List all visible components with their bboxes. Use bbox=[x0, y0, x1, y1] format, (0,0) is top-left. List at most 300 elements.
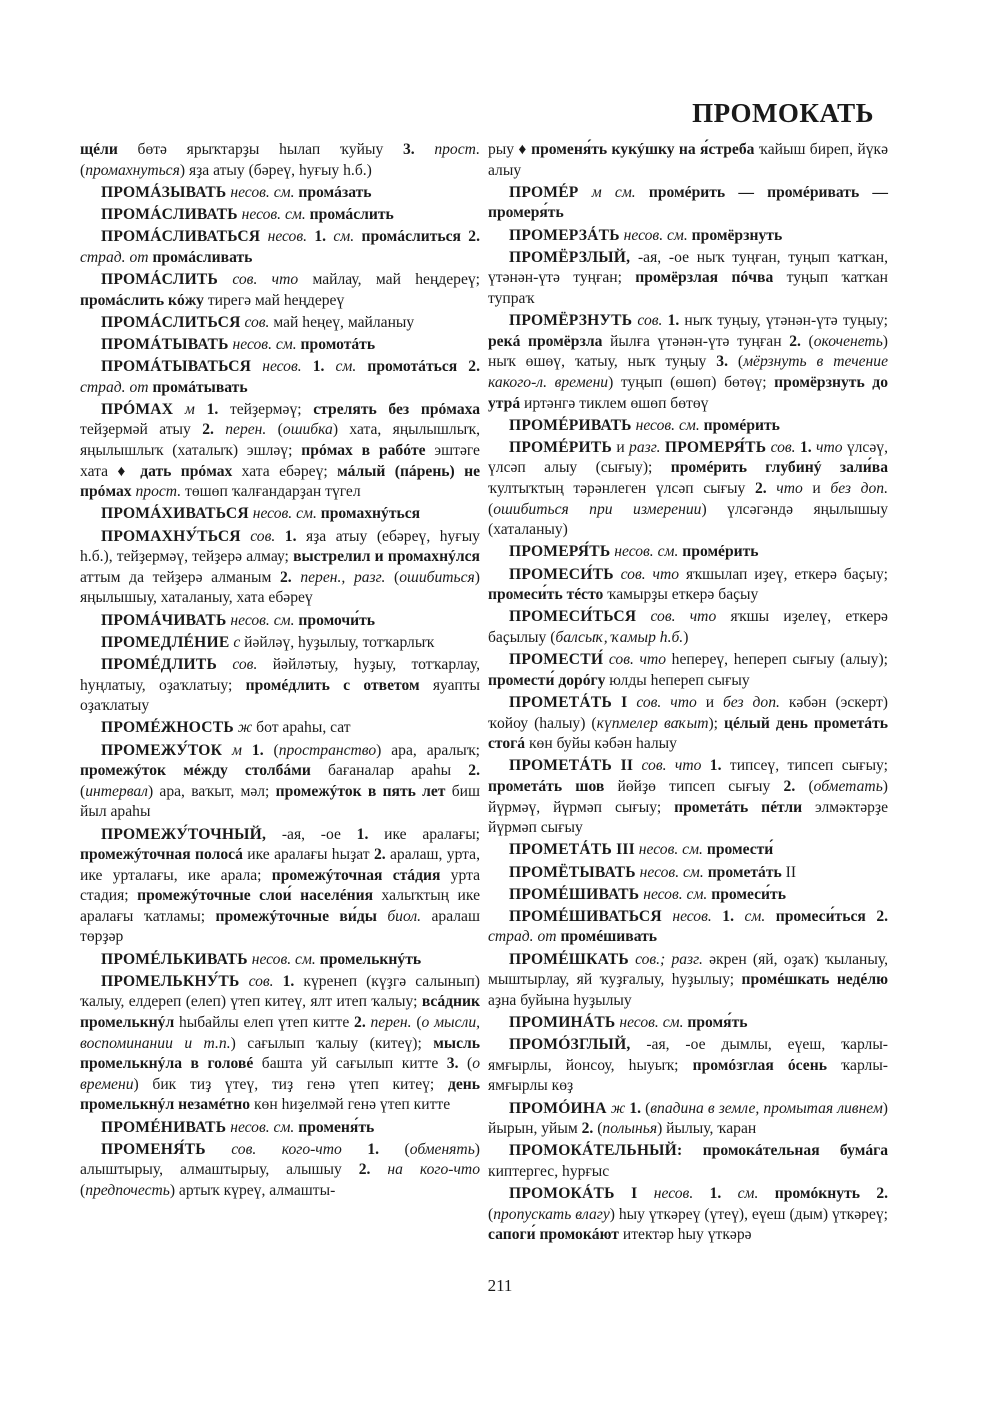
entry-text bbox=[734, 908, 745, 925]
bold-phrase: мáлый (пáрень) не прóмах bbox=[80, 462, 481, 501]
entry-text: ) йылыу, ҡаран bbox=[657, 1120, 757, 1138]
grammar-label: пространство bbox=[278, 741, 377, 759]
grammar-label: сов. кого-что bbox=[231, 1140, 342, 1158]
headword: ПРОМÁХИВАТЬСЯ bbox=[101, 505, 249, 523]
entry-text bbox=[240, 973, 249, 990]
bold-phrase: промежýток в пять лет bbox=[275, 782, 446, 800]
grammar-label: сов. что bbox=[641, 757, 702, 775]
entry-text: яҙа атыу (ебәреү, һуғыу һ.б.), тейҙермәү, тейҙерә алмау; bbox=[80, 527, 480, 566]
bold-phrase: 2. bbox=[581, 1120, 594, 1138]
entry-text: киптергес, һурғыс bbox=[488, 1162, 610, 1180]
entry-text: әкрен (яй, оҙаҡ) ҡыланыу, мыштырлау, яй ҡуҙғалыу, һуҙылыу; bbox=[488, 950, 888, 989]
grammar-label: сов. что bbox=[636, 693, 697, 711]
entry-text: ) bbox=[683, 629, 689, 646]
entry-text bbox=[765, 908, 776, 925]
entry-text: хата ебәреү; bbox=[232, 462, 338, 480]
bold-phrase: промотáть bbox=[300, 335, 376, 353]
entry-text bbox=[218, 271, 232, 288]
entry-text: яуапты оҙаҡлатыу bbox=[80, 676, 481, 715]
bold-phrase: 1. bbox=[312, 358, 325, 376]
headword: ПРОМÉШКАТЬ bbox=[509, 950, 629, 968]
bold-phrase: промелькнýть bbox=[319, 950, 422, 968]
headword: ПРОМОКÁТЬ I bbox=[509, 1185, 638, 1203]
bold-phrase: цéлый день прометáть стогá bbox=[488, 714, 888, 753]
bold-phrase: 2. bbox=[789, 332, 801, 350]
bold-phrase: рекá промёрзла bbox=[488, 332, 603, 350]
entry-text: һыбайлы елеп үтеп китте bbox=[174, 1014, 355, 1032]
entry-text: тейҙермәй атыу bbox=[80, 421, 203, 439]
entry-text bbox=[241, 528, 251, 545]
bold-phrase: 3. bbox=[716, 353, 728, 371]
entry-text bbox=[274, 973, 283, 990]
grammar-label: см. bbox=[335, 358, 357, 376]
entry-text: ҡамырҙы еткерә баҫыу bbox=[603, 586, 759, 604]
entry-text: ике аралағы һыҙат bbox=[242, 846, 374, 864]
entry-text bbox=[242, 742, 252, 759]
grammar-label: сов. что bbox=[620, 565, 680, 583]
grammar-label: сов. что bbox=[608, 651, 667, 669]
bold-phrase: промáсливать bbox=[152, 248, 253, 266]
entry-text: кәбән (эскерт) ҡойоу (һалыу) ( bbox=[488, 693, 888, 732]
bold-phrase: прометáть пéтли bbox=[674, 798, 803, 816]
grammar-label: пропускать влагу bbox=[493, 1205, 610, 1223]
headword: ПРОМЕСИ́ТЬСЯ bbox=[509, 608, 637, 626]
headword: ПРОМÁСЛИТЬСЯ bbox=[101, 313, 241, 331]
bold-phrase: 2. bbox=[754, 480, 767, 498]
entry-text: туңып ҡатҡан тупраҡ bbox=[488, 269, 888, 307]
grammar-label: перен. bbox=[225, 421, 267, 439]
headword: ПРОМЕДЛÉНИЕ bbox=[101, 633, 230, 651]
bold-phrase: промáслиться 2. bbox=[361, 228, 481, 246]
entry-text: тирегә май һеңдереү bbox=[203, 291, 345, 309]
grammar-label: сов. bbox=[250, 527, 276, 545]
dictionary-entry bbox=[488, 1035, 888, 1097]
grammar-label: предпочесть bbox=[85, 1181, 170, 1199]
dictionary-entry bbox=[488, 416, 888, 437]
dictionary-entry bbox=[80, 950, 480, 971]
entry-text bbox=[758, 1185, 774, 1202]
headword: ПРОМЕРЗÁТЬ bbox=[509, 226, 620, 244]
headword: ПРОМЕСИ́ТЬ bbox=[509, 565, 614, 583]
entry-text: аралаш, урта, ике урталағы, ике арала; bbox=[80, 846, 480, 884]
grammar-label: см. bbox=[744, 907, 766, 925]
bold-phrase: 1. bbox=[799, 438, 812, 456]
entry-text: көн буйы кәбән һалыу bbox=[525, 735, 677, 753]
entry-text: ( bbox=[80, 1181, 86, 1199]
entry-text bbox=[627, 694, 636, 711]
grammar-label: несов. bbox=[672, 907, 712, 925]
bold-phrase: 1. bbox=[367, 1140, 380, 1158]
bold-phrase: промести́ bbox=[706, 841, 774, 859]
entry-text: юлды һепереп сығыу bbox=[605, 671, 750, 689]
bold-phrase: 2. bbox=[202, 421, 214, 439]
bold-phrase: промóкнуть 2. bbox=[774, 1185, 889, 1203]
entry-text bbox=[636, 608, 650, 625]
dictionary-entry bbox=[488, 1013, 888, 1034]
dictionary-entry bbox=[80, 504, 480, 525]
entry-text: бөтә ярыҡтарҙы һылап ҡуйыу bbox=[117, 141, 403, 158]
grammar-label: несов. см. bbox=[638, 841, 703, 859]
bold-phrase: промéрить bbox=[703, 416, 780, 434]
bold-phrase: 3. bbox=[402, 141, 415, 158]
bold-phrase: промéрить — промéривать — промеря́ть bbox=[488, 183, 888, 222]
entry-text: ) үлсәгәндә яңылышыу (хаталаныу) bbox=[488, 500, 888, 539]
bold-phrase: промáслить кóжу bbox=[80, 291, 204, 309]
grammar-label: ошибка bbox=[282, 421, 333, 439]
entry-text: эштәге хата ♦ bbox=[80, 442, 480, 480]
grammar-label: несов. см. bbox=[614, 543, 679, 561]
headword: ПРОМÉРИТЬ bbox=[509, 438, 612, 456]
entry-text bbox=[260, 228, 267, 245]
headword: ПРОМÉНИВАТЬ bbox=[101, 1118, 227, 1136]
entry-text bbox=[195, 401, 207, 418]
grammar-label: несов. см. bbox=[643, 885, 708, 903]
bold-phrase: промёрзнуть до утрá bbox=[488, 373, 888, 412]
entry-text: ) алыштырыу, алмаштырыу, алышыу bbox=[80, 1140, 480, 1179]
grammar-label: прост. bbox=[434, 141, 480, 158]
entry-text: -ая, -ое дымлы, еүеш, ҡарлы-ямғырлы, йонсоу, һыуыҡ; bbox=[488, 1036, 888, 1074]
dictionary-entry bbox=[488, 1141, 888, 1182]
headword: ПРОМОКÁТЕЛЬНЫЙ: bbox=[509, 1142, 683, 1160]
bold-phrase: промеси́ться 2. bbox=[775, 907, 889, 925]
entry-text: ( bbox=[488, 1205, 494, 1223]
headword: ПРОМÉР bbox=[509, 183, 579, 201]
dictionary-entry bbox=[80, 357, 480, 398]
entry-text: ( bbox=[80, 782, 86, 800]
dictionary-entry bbox=[488, 311, 888, 414]
grammar-label: сов. bbox=[244, 313, 270, 331]
entry-text: йәйләтыу, һуҙыу, тотҡарлау, һуңлатыу, оҙаҡлатыу; bbox=[80, 655, 480, 694]
entry-text: яҡшы иҙелеү, еткерә баҫылыу ( bbox=[488, 608, 888, 646]
bold-phrase: промáслить bbox=[309, 205, 394, 223]
entry-text: аҙна буйына һуҙылыу bbox=[488, 991, 632, 1009]
grammar-label: несов. см. bbox=[230, 183, 295, 201]
entry-text bbox=[721, 1185, 737, 1202]
bold-phrase: промокáтельная бумáга bbox=[702, 1142, 888, 1160]
headword: ПРОМАХНУ́ТЬСЯ bbox=[101, 527, 241, 545]
entry-text: ( bbox=[80, 161, 86, 179]
grammar-label: ошибиться bbox=[399, 568, 475, 586]
bold-phrase: променя́ть bbox=[298, 1118, 375, 1136]
grammar-label: м bbox=[232, 741, 242, 759]
entry-text: яҡшылап иҙеү, еткерә баҫыу; bbox=[679, 565, 888, 583]
entry-text: II bbox=[781, 863, 797, 881]
grammar-label: балсыҡ, ҡамыр һ.б. bbox=[555, 629, 684, 646]
entry-text: ) һыу үткәреү (үтеү), еүеш (дым) үткәреү; bbox=[609, 1205, 888, 1223]
entry-text: күренеп (күҙгә салынып) ҡалыу, елдереп (елеп) үтеп китеү, ялт итеп ҡалыу; bbox=[80, 972, 480, 1011]
grammar-label: ж bbox=[610, 1099, 626, 1117]
entry-text: тейҙермәү; bbox=[218, 400, 314, 418]
entry-text bbox=[701, 757, 709, 774]
bold-phrase: 1. bbox=[709, 757, 722, 775]
bold-phrase: промéрить bbox=[682, 543, 759, 561]
bold-phrase: промéшивать bbox=[560, 928, 658, 946]
bold-phrase: промéшкать недéлю bbox=[741, 971, 888, 989]
bold-phrase: промежýточные слои́ населéния bbox=[137, 887, 374, 905]
grammar-label: страд. от bbox=[80, 248, 149, 266]
dictionary-entry bbox=[488, 950, 888, 1012]
entry-text: төшөп ҡалғандарҙан түгел bbox=[181, 483, 361, 501]
bold-phrase: прóмах в рабóте bbox=[301, 442, 426, 460]
entry-text: ( bbox=[266, 421, 283, 439]
entry-text bbox=[251, 358, 262, 375]
grammar-label: перен., разг. bbox=[300, 568, 386, 586]
dictionary-entry bbox=[488, 248, 888, 310]
grammar-label: сов. bbox=[232, 655, 258, 673]
bold-phrase: промахнýться bbox=[320, 505, 421, 523]
headword: ПРОМÉЖНОСТЬ bbox=[101, 719, 234, 737]
bold-phrase: 1. bbox=[282, 972, 295, 990]
grammar-label: несов. см. bbox=[619, 1014, 684, 1032]
headword: ПРОМÁЗЫВАТЬ bbox=[101, 183, 227, 201]
entry-text bbox=[767, 480, 777, 497]
headword: ПРОМЁТЫВАТЬ bbox=[509, 863, 636, 881]
entry-text: аралаш төрҙәр bbox=[80, 907, 480, 946]
entry-text bbox=[173, 401, 185, 418]
entry-text: ( bbox=[379, 1140, 410, 1158]
grammar-label: ж bbox=[237, 719, 253, 737]
entry-text: йәйләү, һуҙылыу, тотҡарлыҡ bbox=[240, 633, 435, 651]
dictionary-entry bbox=[488, 907, 888, 948]
grammar-label: интервал bbox=[85, 782, 148, 800]
bold-phrase: 2. bbox=[354, 1014, 366, 1032]
bold-phrase: промóзглая óсень bbox=[692, 1056, 827, 1074]
dictionary-entry bbox=[488, 438, 888, 541]
dictionary-entry bbox=[80, 183, 480, 204]
bold-phrase: промёрзлая пóчва bbox=[635, 269, 774, 287]
dictionary-entry bbox=[80, 1118, 480, 1139]
grammar-label: с bbox=[233, 633, 241, 651]
entry-text: урта стадия; bbox=[80, 866, 480, 905]
entry-text: ( bbox=[800, 332, 814, 350]
grammar-label: без доп. bbox=[722, 693, 780, 711]
dictionary-entry bbox=[80, 1140, 480, 1202]
entry-text: ) ара, аралыҡ; bbox=[376, 741, 481, 759]
headword: ПРОМÉРИВАТЬ bbox=[509, 416, 632, 434]
entry-text: ( bbox=[727, 353, 744, 371]
grammar-label: обменять bbox=[409, 1140, 475, 1158]
entry-text: типсеү, типсеп сығыу; bbox=[721, 757, 888, 775]
bold-phrase: промеси́ть bbox=[711, 885, 786, 903]
entry-text bbox=[342, 1141, 368, 1158]
headword: ПРОМИНÁТЬ bbox=[509, 1014, 616, 1032]
entry-text: ( bbox=[385, 568, 400, 586]
dictionary-entry bbox=[488, 183, 888, 224]
grammar-label: несов. bbox=[262, 358, 302, 376]
bold-phrase: промёрзнуть bbox=[691, 226, 783, 244]
headword: ПРОМЕНЯ́ТЬ bbox=[101, 1140, 206, 1158]
entry-text bbox=[579, 184, 592, 201]
entry-text bbox=[662, 908, 673, 925]
grammar-label: м см. bbox=[591, 183, 636, 201]
grammar-label: что bbox=[776, 480, 803, 498]
entry-text: ( bbox=[411, 1014, 422, 1032]
entry-text: майлау, май һеңдереү; bbox=[298, 270, 480, 288]
grammar-label: сов. что bbox=[232, 270, 299, 288]
entry-text: итектәр һыу үткәрә bbox=[618, 1226, 752, 1244]
dictionary-entry bbox=[80, 227, 480, 268]
grammar-label: сов. bbox=[248, 972, 274, 990]
entry-text bbox=[370, 1161, 387, 1178]
entry-text bbox=[633, 757, 641, 774]
entry-text: ( bbox=[458, 1055, 473, 1073]
headword: ПРОМЁРЗНУТЬ bbox=[509, 312, 633, 330]
bold-phrase: 1. bbox=[629, 1099, 642, 1117]
bold-phrase: 1. bbox=[251, 741, 264, 759]
dictionary-entry bbox=[488, 863, 888, 884]
entry-text: ныҡ туңыу, үтәнән-үтә туңыу; bbox=[679, 312, 888, 330]
dictionary-entry bbox=[488, 1099, 888, 1140]
bold-phrase: мысль промелькнýла в головé bbox=[80, 1034, 480, 1073]
bold-phrase: щéли bbox=[80, 141, 118, 158]
bold-phrase: 2. bbox=[280, 568, 292, 586]
grammar-label: несов. см. bbox=[251, 950, 316, 968]
bold-phrase: прометáть bbox=[707, 863, 782, 881]
entry-text bbox=[324, 358, 335, 375]
headword: ПРОМЕРЯ́ТЬ bbox=[664, 438, 767, 456]
left-column bbox=[80, 140, 480, 1203]
dictionary-entry bbox=[80, 313, 480, 334]
dictionary-entry bbox=[80, 633, 480, 654]
entry-text: ( bbox=[263, 741, 279, 759]
entry-text: үлсәү, үлсәп алыу (сығыу); bbox=[488, 438, 888, 477]
entry-text: -ая, -ое ныҡ туңған, туңып ҡатҡан, үтәнән-үтә туңған; bbox=[488, 248, 888, 287]
grammar-label: что bbox=[816, 438, 843, 456]
entry-text: иртәнгә тиклем өшөп бөтөү bbox=[520, 394, 709, 412]
dictionary-entry bbox=[80, 718, 480, 739]
bold-phrase: 1. bbox=[667, 312, 680, 330]
dictionary-entry bbox=[488, 542, 888, 563]
headword: ПРОМЕЛЬКНУ́ТЬ bbox=[101, 972, 240, 990]
grammar-label: несов. bbox=[267, 228, 308, 246]
entry-text: май һеңеү, майланыу bbox=[269, 313, 415, 331]
entry-text: аттым да тейҙерә алманым bbox=[80, 568, 280, 586]
grammar-label: несов. см. bbox=[639, 863, 704, 881]
entry-text bbox=[356, 358, 367, 375]
dictionary-entry bbox=[80, 527, 480, 609]
entry-text: ) ара, ваҡыт, мәл; bbox=[147, 782, 276, 800]
headword: ПРОМЕРЯ́ТЬ bbox=[509, 543, 611, 561]
bold-phrase: промотáться 2. bbox=[367, 358, 480, 376]
entry-text: ( bbox=[488, 500, 494, 518]
entry-text: рыу ♦ bbox=[488, 141, 532, 158]
grammar-label: несов. см. bbox=[635, 416, 700, 434]
headword: ПРОМÉЛЬКИВАТЬ bbox=[101, 950, 248, 968]
headword: ПРОМÁТЫВАТЬСЯ bbox=[101, 358, 252, 376]
headword: ПРОМÓИНА bbox=[509, 1099, 607, 1117]
entry-text bbox=[377, 908, 387, 925]
bold-phrase: променя́ть кукýшку на я́стреба bbox=[531, 141, 755, 158]
grammar-label: полынья bbox=[602, 1120, 658, 1138]
dictionary-entry bbox=[80, 825, 480, 949]
dictionary-entry-continued bbox=[80, 140, 480, 181]
entry-text bbox=[222, 742, 232, 759]
entry-text: ( bbox=[641, 1099, 651, 1117]
bold-phrase: 2. bbox=[373, 846, 386, 864]
entry-text: и bbox=[696, 693, 723, 711]
dictionary-entry bbox=[488, 650, 888, 691]
entry-text: ) йырын, уйым bbox=[488, 1099, 888, 1138]
entry-text: ) туңып (өшөп) бөтөү; bbox=[608, 373, 775, 391]
grammar-label: несов. см. bbox=[623, 226, 688, 244]
grammar-label: см. bbox=[333, 228, 355, 246]
entry-text: ) яңылышыу, хаталаныу, хата ебәреү bbox=[80, 568, 480, 607]
headword: ПРОМЕЖУ́ТОК bbox=[101, 741, 223, 759]
entry-text: ике аралағы; bbox=[368, 825, 481, 843]
entry-text: ) ныҡ өшөү, ҡатыу, ныҡ туңыу bbox=[488, 332, 888, 371]
entry-text: башта уй сағылып китте bbox=[253, 1055, 447, 1073]
dictionary-entry bbox=[80, 972, 480, 1116]
entry-text: ) яҙа атыу (бәреү, һуғыу һ.б.) bbox=[179, 161, 372, 179]
headword: ПРОМÁТЫВАТЬ bbox=[101, 335, 229, 353]
grammar-label: страд. от bbox=[80, 378, 149, 396]
headword: ПРÓМАХ bbox=[101, 400, 174, 418]
headword: ПРОМЕТÁТЬ II bbox=[509, 757, 634, 775]
headword: ПРОМЕТÁТЬ III bbox=[509, 841, 635, 859]
bold-phrase: выстрелил и промахнýлся bbox=[293, 548, 480, 566]
bold-phrase: 1. bbox=[284, 527, 297, 545]
entry-text: -ая, -ое bbox=[266, 825, 357, 843]
grammar-label: ошибиться при измерении bbox=[493, 500, 702, 518]
bold-phrase: промочи́ть bbox=[298, 611, 376, 629]
bold-phrase: промежýток мéжду столбáми bbox=[80, 762, 311, 780]
bold-phrase: прометáть шов bbox=[488, 777, 605, 795]
grammar-label: впадина в земле, промытая ливнем bbox=[650, 1099, 883, 1117]
entry-text: ) бик тиҙ үтеү, тиҙ генә үтеп китеү; bbox=[133, 1075, 448, 1093]
grammar-label: м bbox=[184, 400, 195, 418]
entry-text bbox=[712, 908, 723, 925]
entry-text: йылға үтәнән-үтә туңған bbox=[602, 332, 790, 350]
entry-text: ( bbox=[795, 777, 814, 795]
entry-text bbox=[614, 566, 621, 583]
headword: ПРОМÓЗГЛЫЙ, bbox=[509, 1036, 631, 1054]
entry-text bbox=[275, 528, 285, 545]
entry-text bbox=[354, 228, 361, 245]
bold-phrase: промеси́ть тéсто bbox=[488, 586, 604, 604]
bold-phrase: промести́ дорóгу bbox=[488, 671, 606, 689]
entry-text: көн һиҙелмәй генә үтеп китте bbox=[250, 1096, 451, 1114]
grammar-label: биол. bbox=[387, 907, 422, 925]
dictionary-entry bbox=[80, 741, 480, 823]
entry-text bbox=[206, 1141, 232, 1158]
dictionary-entry bbox=[80, 205, 480, 226]
dictionary-entry bbox=[488, 840, 888, 861]
grammar-label: несов. см. bbox=[252, 505, 317, 523]
headword: ПРОМÁСЛИТЬ bbox=[101, 270, 219, 288]
entry-text: ( bbox=[593, 1120, 603, 1138]
dictionary-entry bbox=[80, 335, 480, 356]
bold-phrase: 1. bbox=[206, 400, 219, 418]
headword: ПРОМЁРЗЛЫЙ, bbox=[509, 248, 631, 266]
headword: ПРОМÉШИВАТЬСЯ bbox=[509, 907, 662, 925]
bold-phrase: дать прóмах bbox=[140, 462, 233, 480]
grammar-label: окоченеть bbox=[813, 332, 883, 350]
entry-text: ) хата, яңылышлыҡ, яңылышлыҡ (хаталыҡ) эшләү; bbox=[80, 421, 481, 460]
entry-text: ) артыҡ күреү, алмашты- bbox=[169, 1181, 336, 1199]
bold-phrase: промежýточная стáдия bbox=[271, 866, 441, 884]
dictionary-entry bbox=[488, 756, 888, 838]
dictionary-entry bbox=[80, 655, 480, 717]
headword: ПРОМÉШИВАТЬ bbox=[509, 885, 640, 903]
dictionary-entry bbox=[488, 565, 888, 606]
grammar-label: сов. bbox=[770, 438, 796, 456]
grammar-label: обметать bbox=[813, 777, 883, 795]
headword: ПРОМÁСЛИВАТЬСЯ bbox=[101, 228, 261, 246]
grammar-label: перен. bbox=[370, 1014, 412, 1032]
entry-text bbox=[415, 141, 435, 158]
dictionary-entry bbox=[80, 400, 480, 503]
dictionary-entry bbox=[488, 1184, 888, 1246]
